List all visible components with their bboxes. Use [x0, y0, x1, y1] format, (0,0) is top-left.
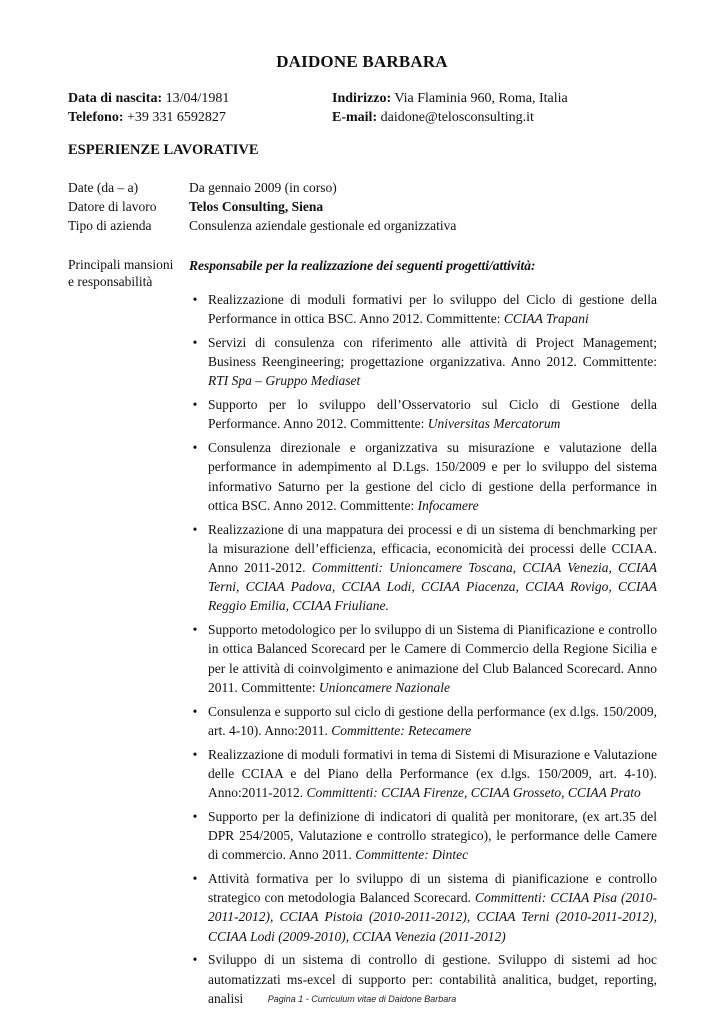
company-type-value: Consulenza aziendale gestionale ed organizzativa: [189, 218, 457, 233]
employer-value: Telos Consulting, Siena: [189, 199, 324, 214]
email-line: [332, 108, 534, 127]
birth-date-line: [68, 89, 229, 108]
phone-label: Telefono:: [68, 110, 124, 125]
phone-value: +39 331 6592827: [126, 110, 226, 125]
list-item: • Attività formativa per lo sviluppo di un sistema di pianificazione e controllo strategico con metodologia Balanced Scorecard. Committenti: CCIAA Pisa (2010-2011-2012), CCIAA Pistoia (2010-2011-2012), CCIAA Terni (2010-2011-2012), CCIAA Lodi (2009-2010), CCIAA Venezia (2011-2012): [189, 869, 657, 946]
bullet-icon: •: [192, 292, 198, 307]
birth-date-value: 13/04/1981: [165, 91, 230, 106]
bullet-icon: •: [192, 703, 198, 719]
duties-label: Principali mansioni e responsabilità: [68, 257, 174, 289]
list-item: • Sviluppo di un sistema di controllo di gestione. Sviluppo di sistemi ad hoc automatizzati ms-excel di supporto per: contabilità analitica, budget, reporting, analisi: [189, 950, 657, 1008]
email-value: daidone@telosconsulting.it: [380, 110, 534, 125]
bullet-icon: •: [192, 335, 198, 350]
list-item: • Realizzazione di moduli formativi per lo sviluppo del Ciclo di gestione della Performance in ottica BSC. Anno 2012. Committente: CCIAA Trapani: [189, 290, 657, 328]
list-item: • Servizi di consulenza con riferimento alle attività di Project Management; Business Reengineering; progettazione organizzativa. Anno 2012. Committente: RTI Spa – Gruppo Mediaset: [189, 333, 657, 391]
list-item: • Realizzazione di una mappatura dei processi e di un sistema di benchmarking per la misurazione dell’efficienza, efficacia, economicità dei processi delle CCIAA. Anno 2011-2012. Committenti: Unioncamere Toscana, CCIAA Venezia, CCIAA Terni, CCIAA Padova, CCIAA Lodi, CCIAA Piacenza, CCIAA Rovigo, CCIAA Reggio Emilia, CCIAA Friuliane.: [189, 520, 657, 616]
email-label: E-mail:: [332, 110, 378, 125]
list-item: • Consulenza direzionale e organizzativa su misurazione e valutazione della performance in adempimento al D.Lgs. 150/2009 e per lo sviluppo del sistema informativo Saturno per la gestione del ciclo di gestione della performance in ottica BSC. Anno 2012. Committente: Infocamere: [189, 438, 657, 515]
duties-title: Responsabile per la realizzazione dei seguenti progetti/attività:: [189, 258, 536, 273]
list-item: • Consulenza e supporto sul ciclo di gestione della performance (ex d.lgs. 150/2009, art. 4-10). Anno:2011. Committente: Retecamere: [189, 702, 657, 740]
bullet-icon: •: [192, 521, 198, 537]
cv-name-title: DAIDONE BARBARA: [276, 52, 448, 71]
list-item: • Supporto metodologico per lo sviluppo di un Sistema di Pianificazione e controllo in ottica Balanced Scorecard per le Camere di Commercio della Regione Sicilia e per le attività di coinvolgimento e animazione del Club Balanced Scorecard. Anno 2011. Committente: Unioncamere Nazionale: [189, 620, 657, 697]
employer-label: Datore di lavoro: [68, 199, 157, 214]
company-type-label: Tipo di azienda: [68, 218, 152, 233]
address-label: Indirizzo:: [332, 91, 392, 106]
dates-value: Da gennaio 2009 (in corso): [189, 180, 337, 195]
bullet-icon: •: [192, 622, 198, 638]
address-value: Via Flaminia 960, Roma, Italia: [394, 91, 568, 106]
list-item: • Supporto per lo sviluppo dell’Osservatorio sul Ciclo di Gestione della Performance. Anno 2012. Committente: Universitas Mercatorum: [189, 395, 657, 433]
bullet-icon: •: [192, 952, 198, 968]
activities-list: [189, 290, 657, 1013]
bullet-icon: •: [192, 871, 198, 887]
bullet-icon: •: [192, 440, 198, 456]
list-item: • Supporto per la definizione di indicatori di qualità per monitorare, (ex art.35 del DPR 254/2005, Valutazione e controllo strategico), le performance delle Camere di commercio. Anno 2011. Committente: Dintec: [189, 807, 657, 865]
bullet-icon: •: [192, 397, 198, 413]
list-item: • Realizzazione di moduli formativi in tema di Sistemi di Misurazione e Valutazione delle CCIAA e del Piano della Performance (ex d.lgs. 150/2009, art. 4-10). Anno:2011-2012. Committenti: CCIAA Firenze, CCIAA Grosseto, CCIAA Prato: [189, 745, 657, 803]
dates-label: Date (da – a): [68, 180, 139, 195]
bullet-icon: •: [192, 808, 198, 824]
birth-date-label: Data di nascita:: [68, 91, 163, 106]
phone-line: [68, 108, 226, 127]
section-heading-work-experience: ESPERIENZE LAVORATIVE: [68, 142, 259, 158]
page-footer: Pagina 1 - Curriculum vitae di Daidone Barbara: [267, 994, 457, 1004]
bullet-icon: •: [192, 746, 198, 762]
address-line: [332, 89, 568, 108]
